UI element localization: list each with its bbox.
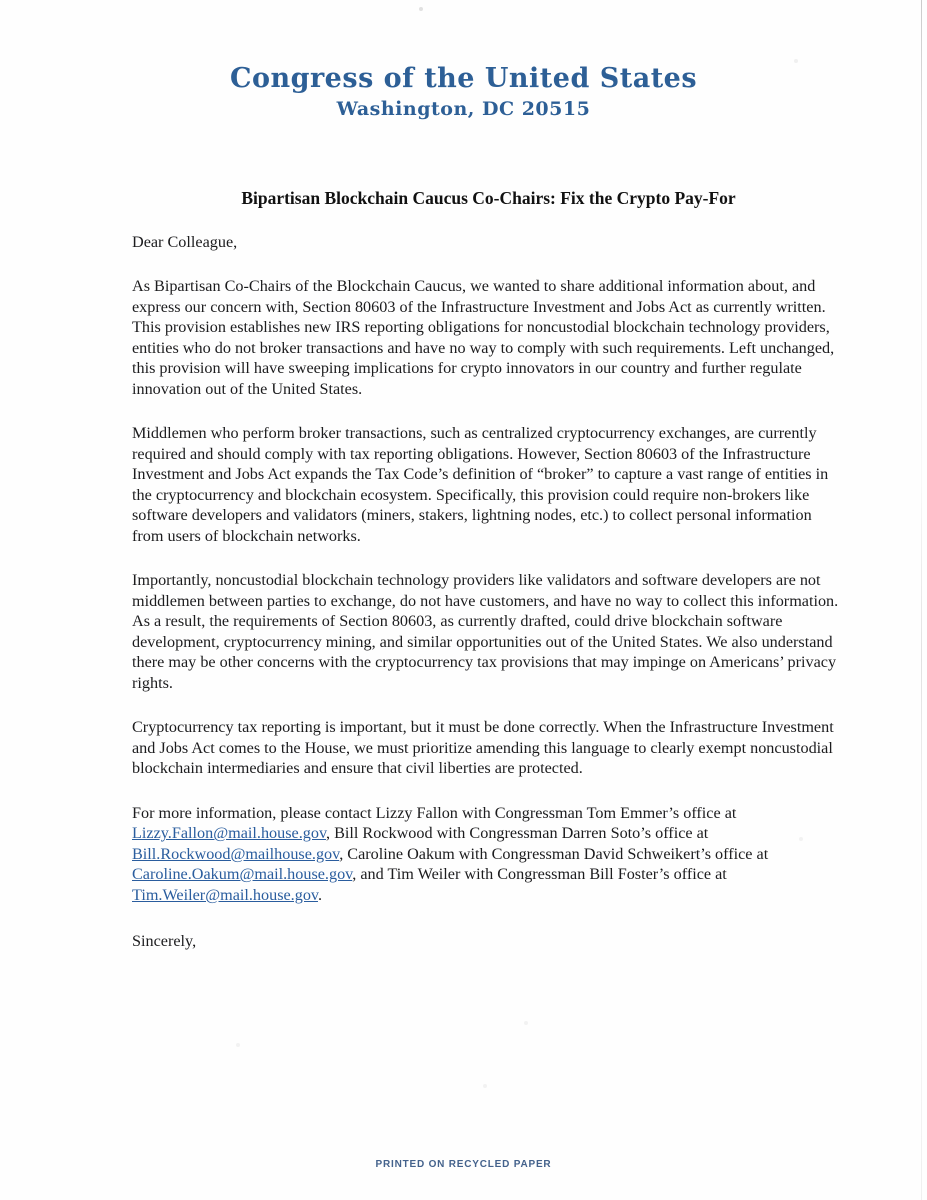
email-link-lizzy-fallon[interactable]: Lizzy.Fallon@mail.house.gov (132, 824, 326, 843)
contact-text: , Caroline Oakum with Congressman David Schweikert’s office at (339, 844, 769, 863)
contact-text: , Bill Rockwood with Congressman Darren Soto’s office at (325, 824, 709, 843)
letterhead-address: Washington, DC 20515 (336, 97, 591, 120)
closing: Sincerely, (132, 932, 197, 951)
scan-speck (524, 1021, 528, 1025)
scan-artifact-line (921, 0, 922, 1200)
contact-text: . (317, 885, 323, 904)
salutation: Dear Colleague, (132, 232, 238, 251)
scan-speck (483, 1084, 487, 1088)
paragraph-contact (132, 803, 845, 906)
paragraph-noncustodial: Importantly, noncustodial blockchain technology providers like validators and software developers are not middlemen between parties to exchange, do not have customers, and have no way to collect this information. As a result, the requirements of Section 80603, as currently drafted, could drive blockchain software development, cryptocurrency mining, and similar opportunities out of the United States. We also understand there may be other concerns with the cryptocurrency tax provisions that may impinge on Americans’ privacy rights. (132, 571, 839, 692)
email-link-bill-rockwood[interactable]: Bill.Rockwood@mailhouse.gov (132, 844, 340, 863)
paragraph-middlemen: Middlemen who perform broker transactions, such as centralized cryptocurrency exchanges, are currently required and should comply with tax reporting obligations. However, Section 80603 of the Infrastructure Investment and Jobs Act expands the Tax Code’s definition of “broker” to capture a vast range of entities in the cryptocurrency and blockchain ecosystem. Specifically, this provision could require non-brokers like software developers and validators (miners, stakers, lightning nodes, etc.) to collect personal information from users of blockchain networks. (132, 424, 829, 545)
paragraph-tax-reporting: Cryptocurrency tax reporting is important, but it must be done correctly. When the Infrastructure Investment and Jobs Act comes to the House, we must prioritize amending this language to clearly exempt noncustodial blockchain intermediaries and ensure that civil liberties are protected. (132, 718, 834, 778)
letter-title: Bipartisan Blockchain Caucus Co-Chairs: Fix the Crypto Pay-For (241, 187, 736, 208)
letterhead-title: Congress of the United States (229, 63, 698, 94)
footer-note: PRINTED ON RECYCLED PAPER (375, 1159, 552, 1170)
paragraph-concern: As Bipartisan Co-Chairs of the Blockchain Caucus, we wanted to share additional information about, and express our concern with, Section 80603 of the Infrastructure Investment and Jobs Act as currently written. This provision establishes new IRS reporting obligations for noncustodial blockchain technology providers, entities who do not broker transactions and have no way to comply with such requirements. Left unchanged, this provision will have sweeping implications for crypto innovators in our country and further regulate innovation out of the United States. (132, 277, 835, 398)
letterhead (0, 0, 927, 120)
letter-body (132, 188, 845, 952)
contact-text: , and Tim Weiler with Congressman Bill Foster’s office at (352, 865, 727, 884)
scan-speck (236, 1043, 240, 1047)
email-link-caroline-oakum[interactable]: Caroline.Oakum@mail.house.gov (132, 865, 353, 884)
contact-text: For more information, please contact Lizzy Fallon with Congressman Tom Emmer’s office at (132, 803, 737, 822)
email-link-tim-weiler[interactable]: Tim.Weiler@mail.house.gov (132, 885, 318, 904)
